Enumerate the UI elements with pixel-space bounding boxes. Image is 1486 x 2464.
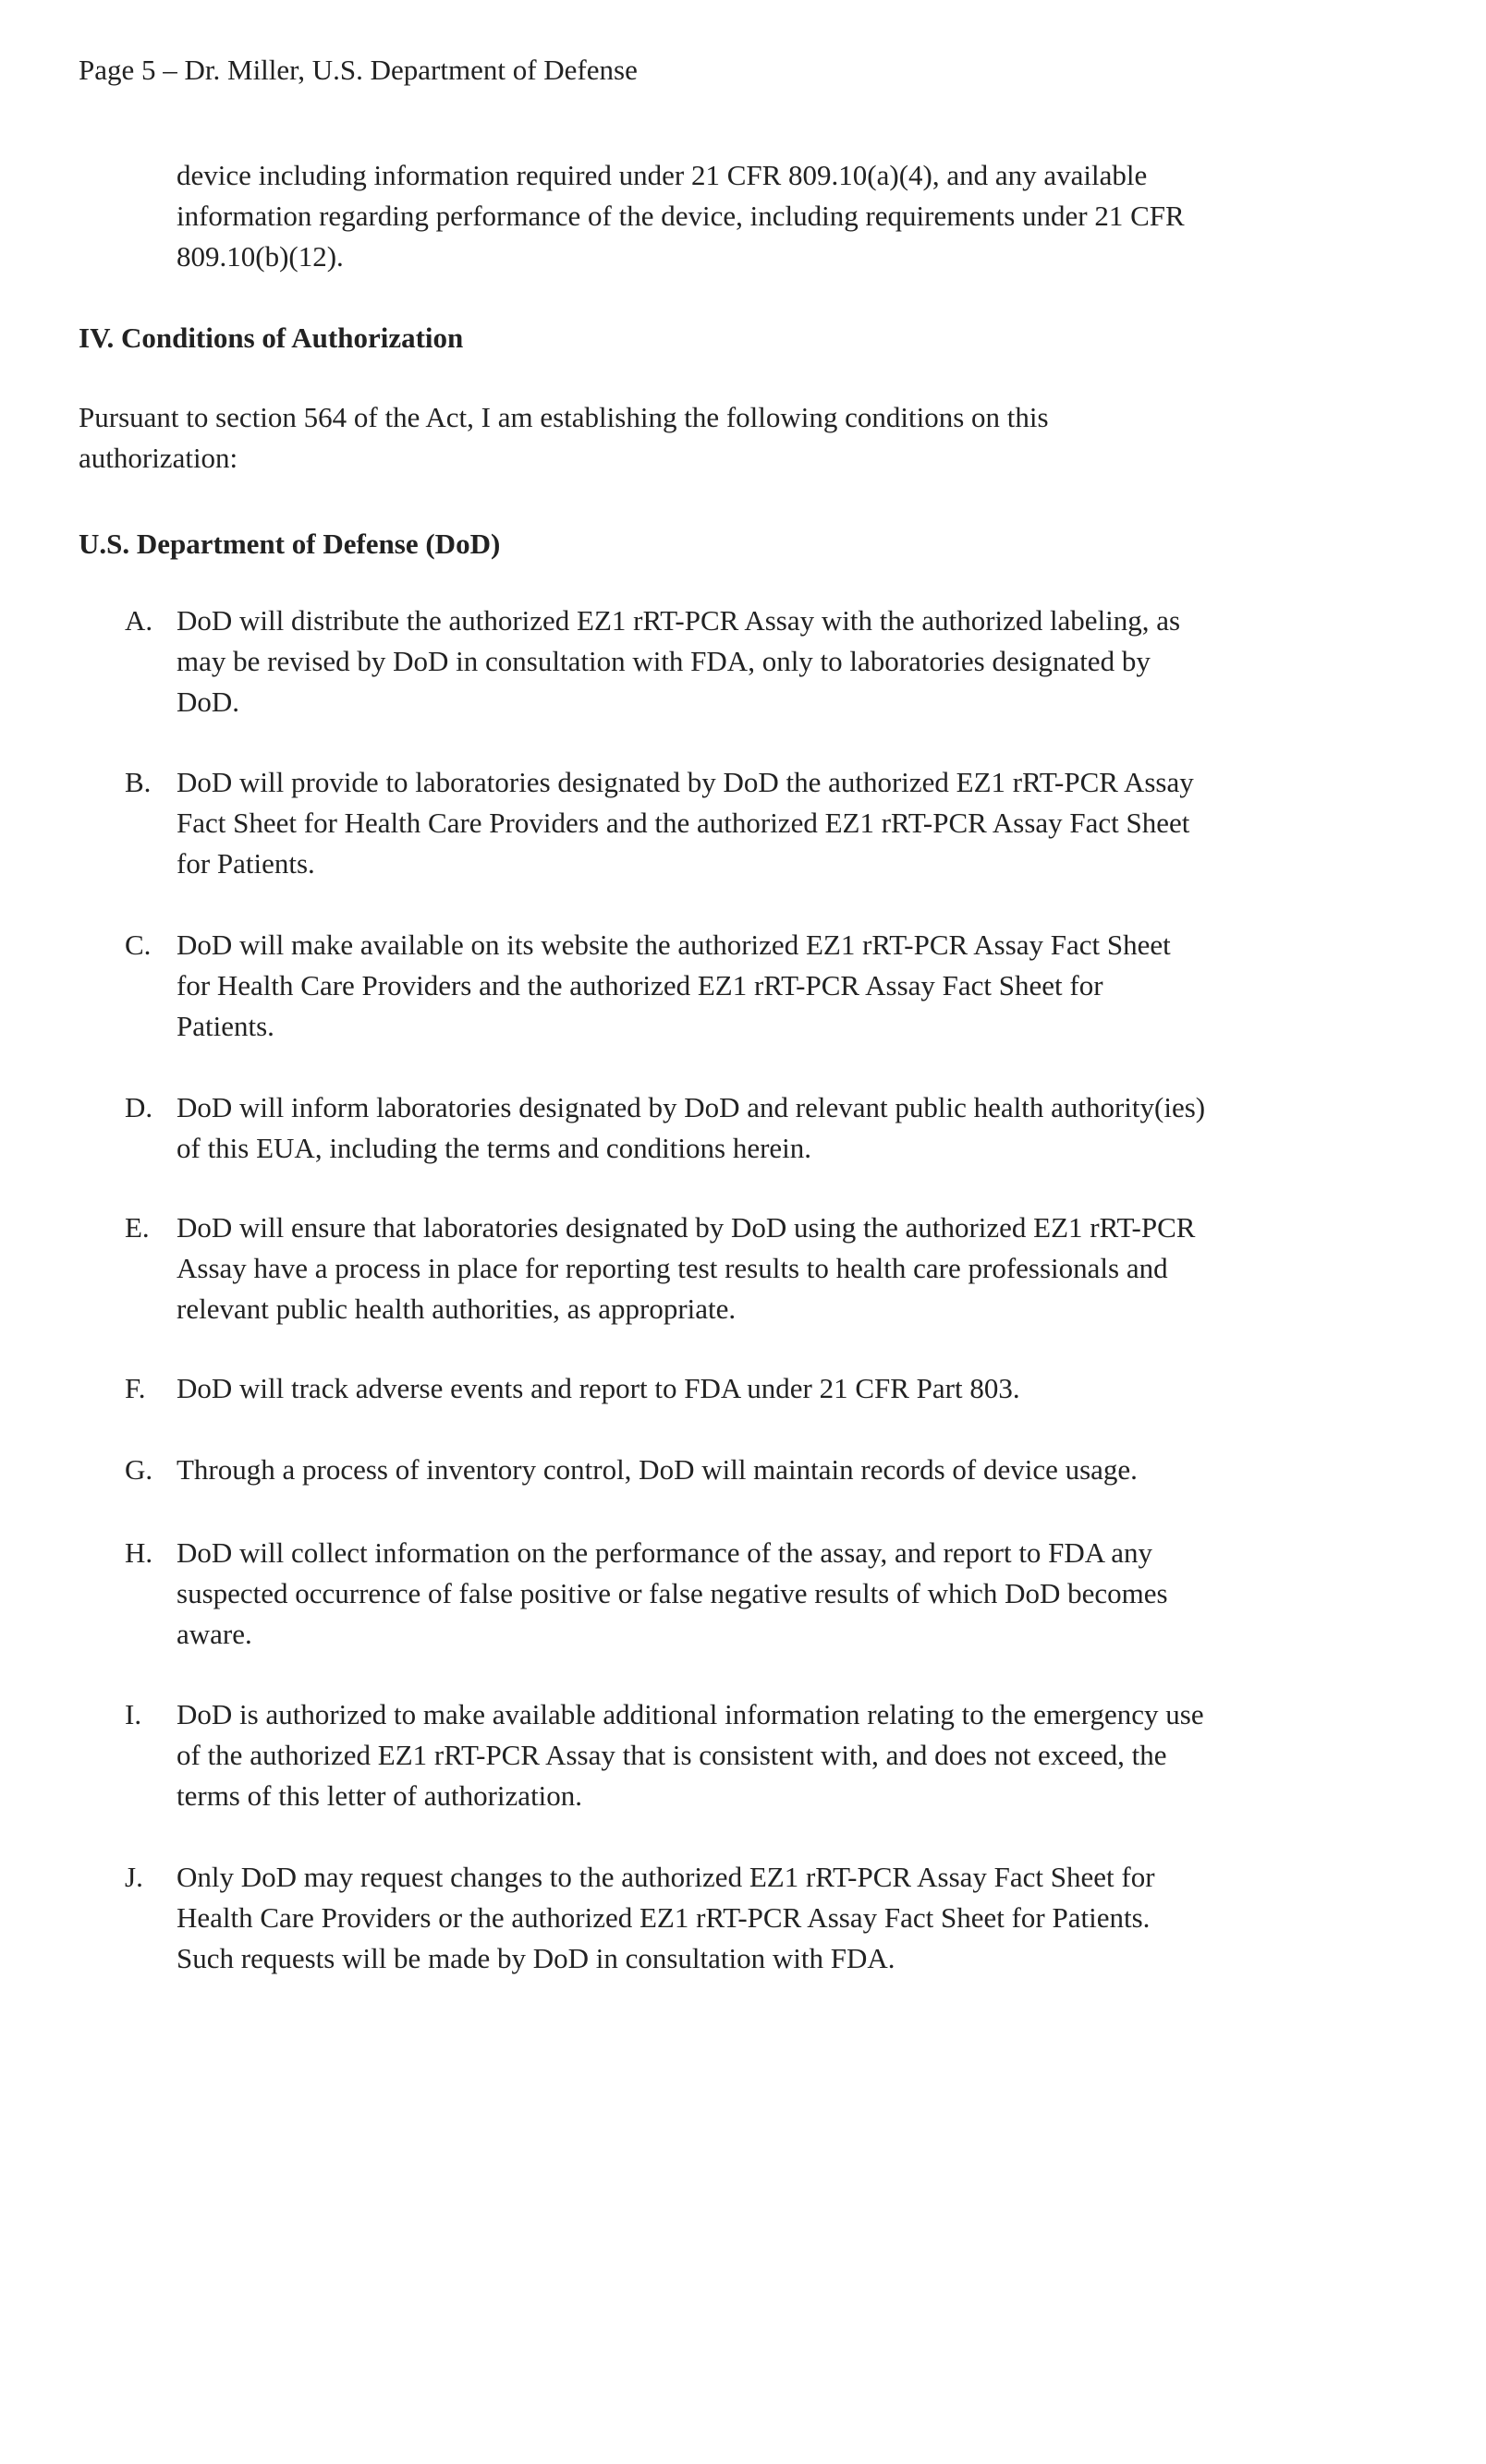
text-line: DoD will distribute the authorized EZ1 rRT-PCR Assay with the authorized labeling, as bbox=[177, 604, 1181, 637]
text-line: relevant public health authorities, as appropriate. bbox=[177, 1293, 737, 1325]
text-line: DoD. bbox=[177, 686, 240, 718]
text-line: for Health Care Providers and the authorized EZ1 rRT-PCR Assay Fact Sheet for bbox=[177, 969, 1103, 1001]
text-line: may be revised by DoD in consultation with FDA, only to laboratories designated by bbox=[177, 645, 1151, 677]
item-letter: I. bbox=[125, 1698, 142, 1730]
item-letter: C. bbox=[125, 929, 152, 961]
text-line: Pursuant to section 564 of the Act, I am establishing the following conditions on this bbox=[79, 401, 1049, 433]
page-header: Page 5 – Dr. Miller, U.S. Department of Defense bbox=[79, 54, 638, 86]
item-text bbox=[177, 1368, 1020, 1409]
subheading: U.S. Department of Defense (DoD) bbox=[79, 528, 501, 560]
text-line: DoD will ensure that laboratories designated by DoD using the authorized EZ1 rRT-PCR bbox=[177, 1211, 1196, 1244]
text-line: DoD will provide to laboratories designated by DoD the authorized EZ1 rRT-PCR Assay bbox=[177, 766, 1194, 798]
text-line: Through a process of inventory control, DoD will maintain records of device usage. bbox=[177, 1453, 1138, 1486]
section-heading: IV. Conditions of Authorization bbox=[79, 322, 464, 354]
item-text bbox=[177, 1087, 1205, 1169]
text-line: information regarding performance of the device, including requirements under 21 CFR bbox=[177, 200, 1185, 232]
item-letter: E. bbox=[125, 1211, 150, 1244]
text-line: DoD will make available on its website the authorized EZ1 rRT-PCR Assay Fact Sheet bbox=[177, 929, 1171, 961]
text-line: 809.10(b)(12). bbox=[177, 240, 344, 273]
text-line: of this EUA, including the terms and conditions herein. bbox=[177, 1132, 812, 1164]
item-text bbox=[177, 762, 1194, 884]
item-letter: G. bbox=[125, 1453, 153, 1486]
text-line: DoD is authorized to make available additional information relating to the emergency use bbox=[177, 1698, 1204, 1730]
item-letter: F. bbox=[125, 1372, 146, 1404]
item-letter: D. bbox=[125, 1091, 153, 1123]
text-line: Health Care Providers or the authorized EZ1 rRT-PCR Assay Fact Sheet for Patients. bbox=[177, 1901, 1151, 1934]
text-line: DoD will track adverse events and report to FDA under 21 CFR Part 803. bbox=[177, 1372, 1020, 1404]
item-text bbox=[177, 925, 1171, 1047]
text-line: suspected occurrence of false positive or false negative results of which DoD becomes bbox=[177, 1577, 1168, 1609]
text-line: Only DoD may request changes to the authorized EZ1 rRT-PCR Assay Fact Sheet for bbox=[177, 1861, 1155, 1893]
item-letter: J. bbox=[125, 1861, 143, 1893]
item-text bbox=[177, 1450, 1138, 1490]
intro-paragraph bbox=[177, 155, 1185, 277]
text-line: Patients. bbox=[177, 1010, 274, 1042]
item-letter: B. bbox=[125, 766, 152, 798]
text-line: device including information required under 21 CFR 809.10(a)(4), and any available bbox=[177, 159, 1148, 191]
text-line: Such requests will be made by DoD in consultation with FDA. bbox=[177, 1942, 895, 1974]
text-line: DoD will collect information on the performance of the assay, and report to FDA any bbox=[177, 1536, 1152, 1569]
item-letter: A. bbox=[125, 604, 153, 637]
item-text bbox=[177, 1208, 1195, 1329]
text-line: DoD will inform laboratories designated by DoD and relevant public health authority(ies) bbox=[177, 1091, 1206, 1123]
item-letter: H. bbox=[125, 1536, 153, 1569]
item-text bbox=[177, 601, 1180, 722]
text-line: terms of this letter of authorization. bbox=[177, 1779, 583, 1812]
item-text bbox=[177, 1857, 1155, 1979]
text-line: aware. bbox=[177, 1618, 252, 1650]
item-text bbox=[177, 1533, 1168, 1655]
pursuant-paragraph bbox=[79, 397, 1049, 479]
text-line: authorization: bbox=[79, 442, 238, 474]
text-line: for Patients. bbox=[177, 847, 315, 880]
text-line: Assay have a process in place for reporting test results to health care professionals and bbox=[177, 1252, 1168, 1284]
text-line: Fact Sheet for Health Care Providers and the authorized EZ1 rRT-PCR Assay Fact Sheet bbox=[177, 807, 1190, 839]
text-line: of the authorized EZ1 rRT-PCR Assay that is consistent with, and does not exceed, the bbox=[177, 1739, 1167, 1771]
item-text bbox=[177, 1694, 1204, 1816]
